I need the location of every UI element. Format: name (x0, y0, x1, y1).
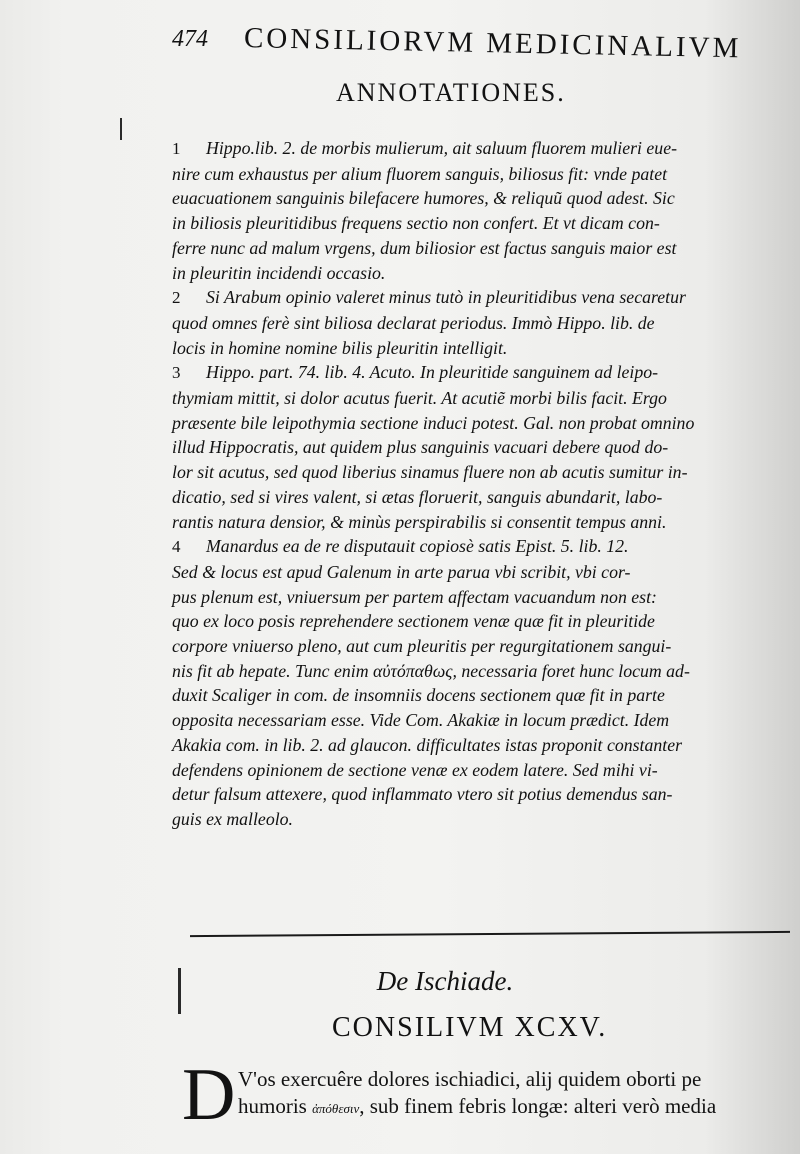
note-line: nis fit ab hepate. Tunc enim αὐτόπαθως, necessaria foret hunc locum ad- (172, 660, 690, 681)
note-line: quo ex loco posis reprehendere sectionem venæ quæ fit in pleuritide (172, 611, 655, 632)
note-line: corpore vniuerso pleno, aut cum pleuritis per regurgitationem sangui- (172, 636, 672, 657)
drop-cap: D (182, 1054, 236, 1136)
note-line: defendens opinionem de sectione venæ ex eodem latere. Sed mihi vi- (172, 759, 658, 780)
note-line: in biliosis pleuritidibus frequens sectio non confert. Et vt dicam con- (172, 213, 660, 234)
annotation-note (172, 360, 794, 534)
note-line: detur falsum attexere, quod inflammato vtero sit potius demendus san- (172, 784, 673, 805)
note-line: 2 Si Arabum opinio valeret minus tutò in pleuritidibus vena secaretur (172, 285, 794, 311)
annotation-note (172, 136, 794, 285)
note-line: thymiam mittit, si dolor acutus fuerit. At acutiẽ morbi bilis facit. Ergo (172, 388, 667, 409)
consilium-body (238, 1066, 794, 1122)
note-line: rantis natura densior, & minùs perspirabilis si consentit tempus anni. (172, 511, 667, 532)
note-line: 3 Hippo. part. 74. lib. 4. Acuto. In pleuritide sanguinem ad leipo- (172, 360, 794, 386)
note-line: guis ex malleolo. (172, 808, 293, 829)
note-number: 1 (172, 139, 181, 158)
note-line: dicatio, sed si vires valent, si ætas floruerit, sanguis abundarit, labo- (172, 486, 663, 507)
note-line: quod omnes ferè sint biliosa declarat periodus. Immò Hippo. lib. de (172, 312, 655, 333)
note-number: 3 (172, 363, 181, 383)
note-line: illud Hippocratis, aut quidem plus sanguinis vacuari debere quod do- (172, 437, 669, 458)
note-number: 2 (172, 288, 181, 308)
section-heading: ANNOTATIONES. (336, 78, 566, 107)
note-line: 4 Manardus ea de re disputauit copiosè satis Epist. 5. lib. 12. (172, 534, 794, 560)
note-line: duxit Scaliger in com. de insomniis docens sectionem quæ fit in parte (172, 685, 665, 706)
note-line: Akakia com. in lib. 2. ad glaucon. difficultates istas proponit constanter (172, 734, 683, 755)
greek-word: ἀπόθεσιν (312, 1101, 360, 1116)
note-line: ferre nunc ad malum vrgens, dum biliosior est factus sanguis maior est (172, 237, 677, 258)
page-number: 474 (172, 26, 208, 52)
note-line: 1 Hippo.lib. 2. de morbis mulierum, ait saluum fluorem mulieri eue- (172, 136, 794, 162)
note-line: opposita necessariam esse. Vide Com. Akakiæ in locum prædict. Idem (172, 710, 670, 731)
running-head (172, 20, 782, 65)
body-line: humoris ἀπόθεσιν, sub finem febris longæ: alteri verò media (238, 1094, 717, 1118)
margin-mark (120, 118, 122, 140)
note-line: lor sit acutus, sed quod liberius sinamus fluere non ab acutis sumitur in- (172, 462, 688, 483)
note-line: euacuationem sanguinis bilefacere humores, & reliquũ quod adest. Sic (172, 188, 675, 209)
note-line: pus plenum est, vniuersum per partem affectam vacuandum non est: (172, 586, 657, 607)
body-line: V'os exercuêre dolores ischiadici, alij quidem oborti pe (238, 1067, 702, 1091)
note-line: in pleuritin incidendi occasio. (172, 262, 386, 283)
note-line: præsente bile leipothymia sectione induci potest. Gal. non probat omnino (172, 412, 695, 433)
note-line: nire cum exhaustus per alium fluorem sanguis, biliosus fit: vnde patet (172, 163, 668, 184)
annotations-list (172, 136, 794, 832)
annotation-note (172, 285, 794, 360)
annotation-note (172, 534, 794, 831)
running-title: CONSILIORVM MEDICINALIVM (243, 22, 742, 65)
section-divider-rule (190, 931, 790, 937)
consilium-title: CONSILIVM XCXV. (332, 1012, 608, 1043)
note-number: 4 (172, 537, 181, 557)
note-line: Sed & locus est apud Galenum in arte parua vbi scribit, vbi cor- (172, 561, 631, 582)
note-line: locis in homine nomine bilis pleuritin intelligit. (172, 337, 508, 358)
consilium-subject: De Ischiade. (376, 966, 514, 996)
